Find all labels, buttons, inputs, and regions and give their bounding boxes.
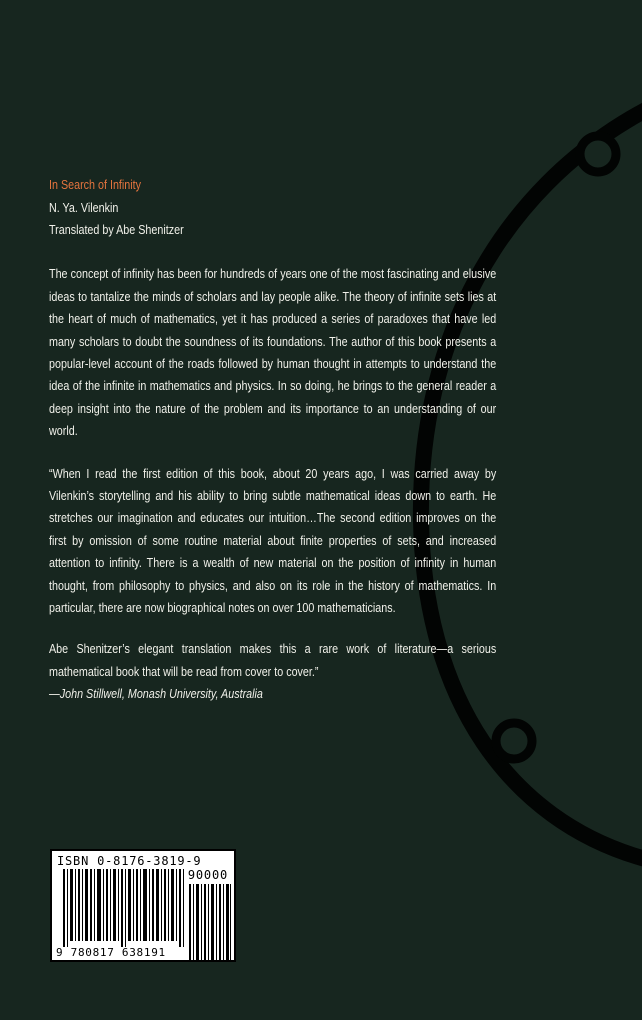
spacer xyxy=(49,241,496,263)
book-title: In Search of Infinity xyxy=(49,178,142,192)
review-quote: “When I read the first edition of this book, about 20 years ago, I was carried away by Vilenkin’s storytelling and his ability to bring subtle mathematical ideas down to earth. He stretches our imagination and educates our intuition…The second edition improves on the first by omission of some routine material about finite properties of sets, and increased attention to infinity. There is a wealth of new material on the position of infinity in human thought, from philosophy to physics, and also on its role in the history of mathematics. In particular, there are now biographical notes on over 100 mathematicians. xyxy=(49,466,497,615)
barcode-number: 9 780817 638191 xyxy=(56,946,166,959)
book-author: N. Ya. Vilenkin xyxy=(49,200,119,215)
review-conclusion: Abe Shenitzer’s elegant translation makes this a rare work of literature—a serious mathematical book that will be read from cover to cover.” xyxy=(49,642,497,679)
main-barcode-bars xyxy=(63,869,184,947)
lower-ring xyxy=(496,723,532,759)
isbn-label: ISBN 0-8176-3819-9 xyxy=(57,854,202,868)
spacer xyxy=(49,443,496,463)
cover-text xyxy=(49,174,496,706)
book-translator: Translated by Abe Shenitzer xyxy=(49,222,184,237)
book-description: The concept of infinity has been for hundreds of years one of the most fascinating and elusive ideas to tantalize the minds of scholars and lay people alike. The theory of infinite sets lies at the heart of much of mathematics, yet it has produced a series of paradoxes that have led many scholars to doubt the soundness of its foundations. The author of this book presents a popular-level account of the roads followed by human thought in attempts to understand the idea of the infinite in mathematics and physics. In so doing, he brings to the general reader a deep insight into the nature of the problem and its importance to an understanding of our world. xyxy=(49,267,497,439)
price-code: 90000 xyxy=(187,868,228,882)
review-attribution: —John Stillwell, Monash University, Australia xyxy=(49,687,263,702)
price-code-bars xyxy=(189,884,231,960)
isbn-barcode xyxy=(50,849,236,962)
upper-ring xyxy=(580,136,616,172)
spacer xyxy=(49,619,496,638)
